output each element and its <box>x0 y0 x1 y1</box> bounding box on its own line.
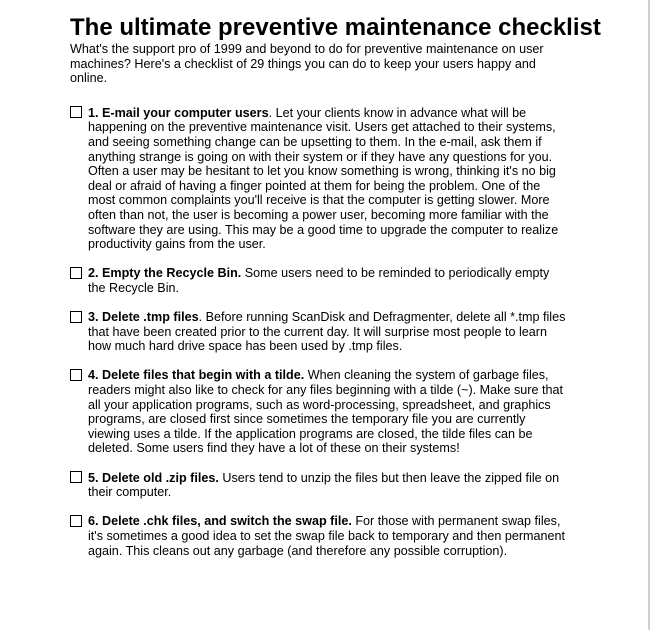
checklist-item-text <box>88 266 570 295</box>
page-title: The ultimate preventive maintenance checklist <box>70 14 601 41</box>
checklist-item <box>70 106 640 252</box>
checkbox[interactable] <box>70 471 82 483</box>
checklist-item-body: Before running ScanDisk and Defragmenter, delete all *.tmp files that have been created prior to the current day. It will surprise most people to learn how much hard drive space has been used by .tmp files. <box>88 310 566 354</box>
checklist-item-title: 3. Delete .tmp files <box>88 310 199 325</box>
checkbox[interactable] <box>70 311 82 323</box>
checklist-item-title: 5. Delete old .zip files. <box>88 470 219 485</box>
checklist-item-title: 2. Empty the Recycle Bin. <box>88 266 242 281</box>
checklist-item-title: 1. E-mail your computer users <box>88 105 269 120</box>
checklist-item-body: When cleaning the system of garbage files, readers might also like to check for any files beginning with a tilde (~). Make sure that all your application programs, such as word-processing, spreadsheet, and graphics programs, are closed first since sometimes the temporary file you are currently viewing uses a tilde. If the application programs are closed, the tilde files can be deleted. Some users find they have a lot of these on their systems! <box>88 368 563 456</box>
checklist-item <box>70 310 640 354</box>
checkbox[interactable] <box>70 267 82 279</box>
checkbox[interactable] <box>70 515 82 527</box>
checklist-item-text <box>88 514 570 558</box>
checklist-item-text <box>88 471 570 500</box>
checklist-item <box>70 266 640 295</box>
checklist-item-separator: . <box>268 105 276 120</box>
checklist-item-text <box>88 310 570 354</box>
checklist-item-body: Let your clients know in advance what will be happening on the preventive maintenance visit. Users get attached to their systems, and seeing something change can be upsetting to them. In the e-mail, ask them if anything strange is going on with their system or if they have any questions for you. Often a user may be hesitant to let you know something is wrong, thinking it's no big deal or afraid of having a finger pointed at them for being the problem. One of the most common complaints you'll receive is that the computer is getting slower. More often than not, the user is becoming a power user, becoming more familiar with the software they are using. This may be a good time to upgrade the computer to realize productivity gains from the user. <box>88 105 559 252</box>
checklist-item-title: 4. Delete files that begin with a tilde. <box>88 368 305 383</box>
checklist-item <box>70 471 640 500</box>
checkbox[interactable] <box>70 369 82 381</box>
intro-paragraph: What's the support pro of 1999 and beyond to do for preventive maintenance on user machines? Here's a checklist of 29 things you can do to keep your users happy and online. <box>70 42 544 86</box>
checklist-item-separator: . <box>198 310 206 325</box>
checklist-item <box>70 514 640 558</box>
checklist-item-body: For those with permanent swap files, it's sometimes a good idea to set the swap file back to temporary and then permanent again. This cleans out any garbage (and therefore any possible corruption). <box>88 514 566 558</box>
checklist-item-text <box>88 106 570 252</box>
checklist-item <box>70 368 640 456</box>
checklist-item-text <box>88 368 570 456</box>
document-page <box>70 14 640 573</box>
checkbox[interactable] <box>70 106 82 118</box>
checklist-item-body: Some users need to be reminded to periodically empty the Recycle Bin. <box>88 266 550 295</box>
checklist-item-title: 6. Delete .chk files, and switch the swap file. <box>88 514 352 529</box>
checklist-item-body: Users tend to unzip the files but then leave the zipped file on their computer. <box>88 470 560 500</box>
checklist <box>70 106 640 558</box>
